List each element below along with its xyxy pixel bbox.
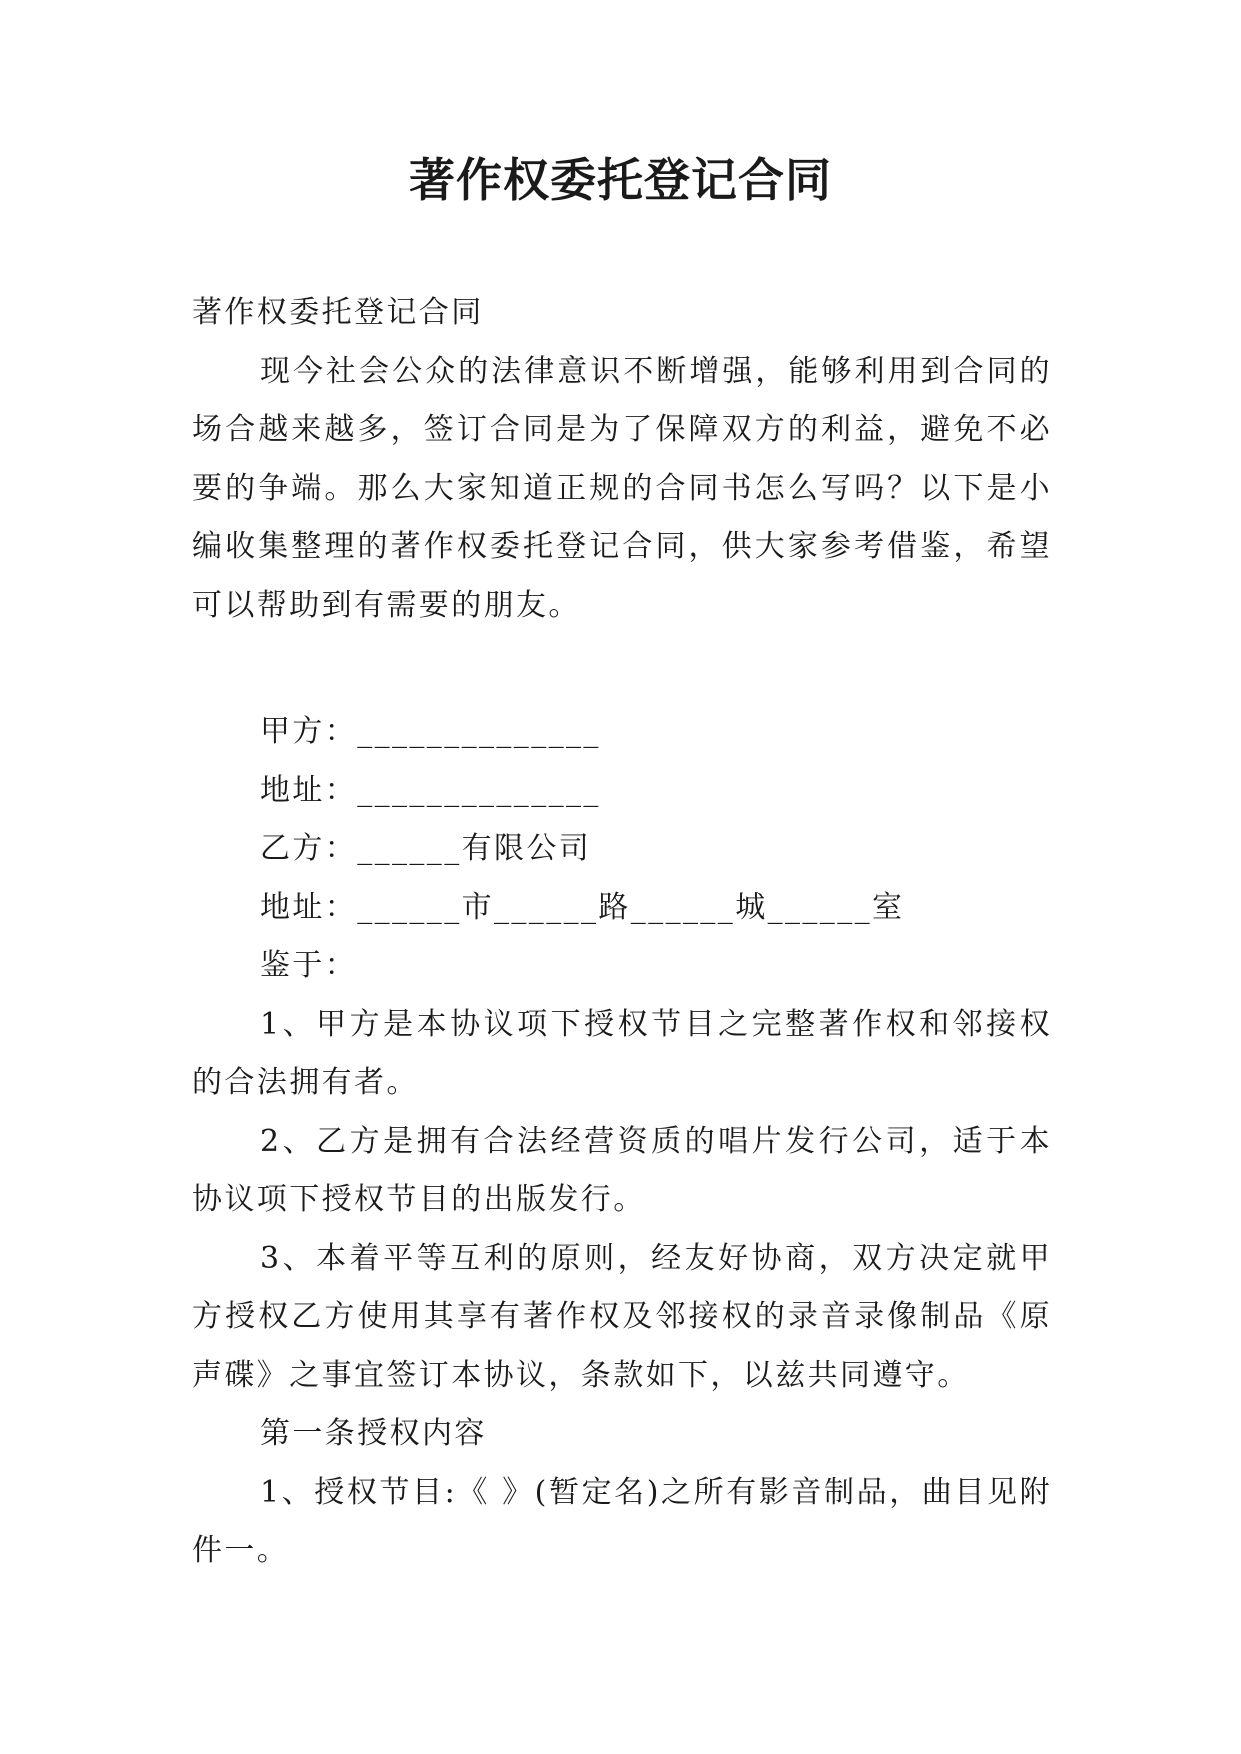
paragraph-gap (192, 635, 1052, 703)
party-a-address-line: 地址：______________ (260, 772, 601, 808)
document-title: 著作权委托登记合同 (409, 153, 832, 207)
document-body (192, 284, 1052, 1581)
party-b-address-line: 地址：______市______路______城______室 (260, 889, 905, 925)
clause-item-2: 2、乙方是拥有合法经营资质的唱片发行公司，适于本协议项下授权节目的出版发行。 (192, 1123, 1052, 1217)
whereas-heading: 鉴于： (260, 948, 358, 983)
party-a-line: 甲方：______________ (260, 714, 601, 749)
party-b-line: 乙方：______有限公司 (260, 831, 592, 866)
subtitle-paragraph: 著作权委托登记合同 (192, 295, 484, 330)
intro-paragraph: 现今社会公众的法律意识不断增强，能够利用到合同的场合越来越多，签订合同是为了保障双方的利益，避免不必要的争端。那么大家知道正规的合同书怎么写吗？以下是小编收集整理的著作权委托登记合同，供大家参考借鉴，希望可以帮助到有需要的朋友。 (192, 353, 1052, 623)
article-one-heading: 第一条授权内容 (260, 1416, 487, 1451)
clause-item-1: 1、甲方是本协议项下授权节目之完整著作权和邻接权的合法拥有者。 (192, 1006, 1052, 1100)
article-one-item-1: 1、授权节目:《 》(暂定名)之所有影音制品，曲目见附件一。 (192, 1474, 1052, 1568)
clause-item-3: 3、本着平等互利的原则，经友好协商，双方决定就甲方授权乙方使用其享有著作权及邻接权的录音录像制品《原声碟》之事宜签订本协议，条款如下，以兹共同遵守。 (192, 1240, 1052, 1393)
